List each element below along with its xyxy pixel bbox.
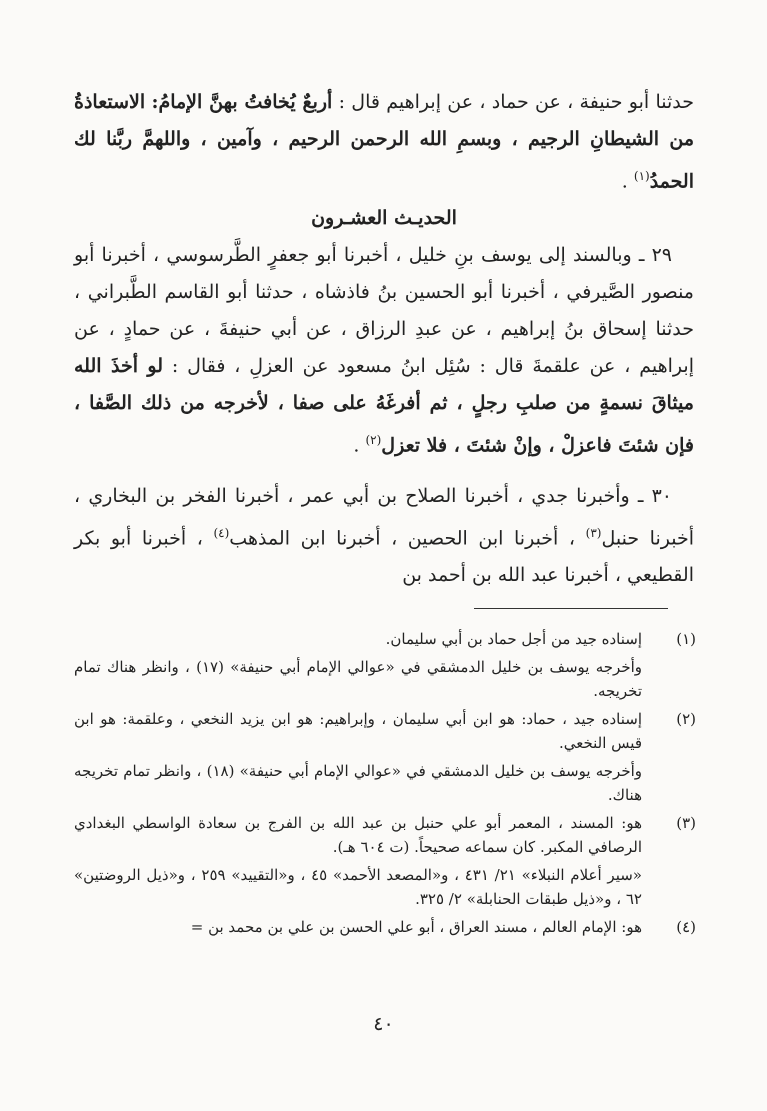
footnote-number: (١) [676,630,696,648]
hadith-30-part-a: ٣٠ ـ وأخبرنا جدي ، أخبرنا الصلاح بن أبي عمر ، أخبرنا الفخر بن البخاري ، أخبرنا حنبل [74,484,694,549]
footnote-divider [474,608,668,609]
intro-text: حدثنا أبو حنيفة ، عن حماد ، عن إبراهيم قال : [332,91,695,113]
intro-athar-start: أربعٌ يُخافتُ بهنَّ الإمامُ: [151,91,333,113]
hadith-heading: الحديـث العشـرون [311,207,457,230]
footnote-text: هو: المسند ، المعمر أبو علي حنبل بن عبد الله بن الفرج بن سعادة الواسطي البغدادي الرصافي المكبر. كان سماعه صحيحاً. (ت ٦٠٤ هـ). [74,814,642,856]
page-number: ٤٠ [373,1013,394,1035]
footnotes [74,627,696,939]
footnote-text: «سير أعلام النبلاء» ٢١/ ٤٣١ ، و«المصعد الأحمد» ٤٥ ، و«التقييد» ٢٥٩ ، و«ذيل الروضتين» ٦٢ ، و«ذيل طبقات الحنابلة» ٢/ ٣٢٥. [74,866,642,908]
footnote-text: هو: الإمام العالم ، مسند العراق ، أبو علي الحسن بن علي بن محمد بن = [190,918,642,936]
footnote-number: (٢) [676,710,696,728]
hadith-30-paragraph [74,478,694,594]
footnote-text: إسناده جيد من أجل حماد بن أبي سليمان. [385,630,642,648]
hadith-29-matn: لو أخذَ الله ميثاقَ نسمةٍ من صلبِ رجلٍ ، ثم أفرغَهُ على صفا ، لأخرجه من ذلك الصَّفا ، فإن شئتَ فاعزلْ ، وإنْ شئتَ ، فلا تعزل [74,355,694,457]
hadith-29-isnad: ٢٩ ـ وبالسند إلى يوسف بنِ خليل ، أخبرنا أبو جعفرٍ الطَّرسوسي ، أخبرنا أبو منصور الصَّيرفي ، أخبرنا أبو الحسين بنُ فاذشاه ، حدثنا أبو القاسم الطَّبراني ، حدثنا إسحاق بنُ إبراهيم ، عن عبدِ الرزاق ، عن أبي حنيفةَ ، عن حمادٍ ، عن إبراهيم ، عن علقمةَ قال : سُئِل ابنُ مسعود عن العزلِ ، فقال : [74,244,694,378]
footnote-4 [74,915,696,939]
hadith-29-paragraph [74,237,694,464]
footnote-number: (٤) [676,918,696,936]
footnote-1 [74,627,696,703]
footnote-ref-4[interactable]: (٤) [213,525,230,540]
footnote-ref-3[interactable]: (٣) [585,525,602,540]
hadith-29-end: . [353,434,366,457]
footnote-3 [74,811,696,911]
footnote-text: وأخرجه يوسف بن خليل الدمشقي في «عوالي الإمام أبي حنيفة» (١٨) ، وانظر تمام تخريجه هناك. [74,762,643,804]
hadith-30-part-b: ، أخبرنا ابن الحصين ، أخبرنا ابن المذهب [229,526,586,549]
footnote-text: وأخرجه يوسف بن خليل الدمشقي في «عوالي الإمام أبي حنيفة» (١٧) ، وانظر هناك تمام تخريجه. [74,658,643,700]
intro-paragraph [74,84,694,200]
footnote-number: (٣) [676,814,696,832]
footnote-ref-1[interactable]: (١) [633,169,650,183]
footnote-2 [74,707,696,807]
footnote-ref-2[interactable]: (٢) [365,433,382,448]
hadith-30-part-c: ، أخبرنا أبو بكر القطيعي ، أخبرنا عبد الله بن أحمد بن [74,526,694,586]
main-text [74,84,694,594]
intro-athar-text: الاستعاذةُ من الشيطانِ الرجيم ، وبسمِ الله الرحمن الرحيم ، وآمين ، واللهمَّ ربَّنا لك الحمدُ [74,91,694,193]
footnote-text: إسناده جيد ، حماد: هو ابن أبي سليمان ، وإبراهيم: هو ابن يزيد النخعي ، وعلقمة: هو ابن قيس النخعي. [74,710,642,752]
intro-end: . [621,170,634,193]
